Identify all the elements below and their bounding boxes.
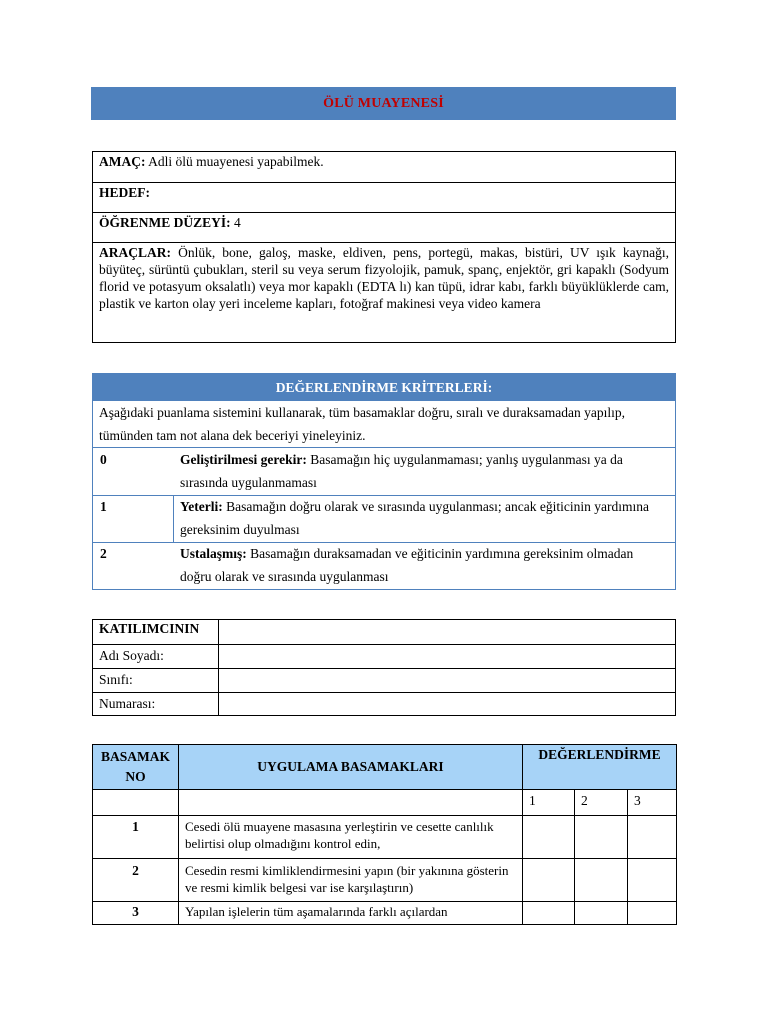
step-text: Cesedi ölü muayene masasına yerleştirin ve cesette canlılık belirtisi olup olmadığını kontrol edin, [179, 816, 523, 859]
araclar-label: ARAÇLAR: [99, 245, 171, 260]
number-label: Numarası: [99, 696, 156, 711]
level-text: Basamağın doğru olarak ve sırasında uygulanması; ancak eğiticinin yardımına gereksinim duyulması [180, 499, 649, 537]
participant-header: KATILIMCININ [99, 621, 200, 636]
score-cell[interactable] [628, 816, 677, 859]
araclar-text: Önlük, bone, galoş, maske, eldiven, pens, portegü, makas, bistüri, UV ışık kaynağı, büyüteç, sürüntü çubukları, steril su veya serum fizyolojik, pamuk, spanç, enjektör, gri kapaklı (Sodyum florid ve potasyum oksalatlı) veya mor kapaklı (EDTA lı) kan tüpü, idrar kabı, farklı büyüklüklerde cam, plastik ve karton olay yeri inceleme kapları, fotoğraf makinesi veya video kamera [99, 245, 669, 311]
step-no: 1 [93, 816, 179, 859]
score-cell[interactable] [628, 859, 677, 902]
step-no: 3 [93, 902, 179, 925]
info-box [92, 151, 676, 343]
duzey-value: 4 [230, 215, 241, 230]
participant-name-row [93, 644, 675, 668]
score-cell[interactable] [575, 816, 628, 859]
participant-header-value [218, 620, 675, 644]
level-score: 1 [100, 499, 107, 514]
class-label: Sınıfı: [99, 672, 133, 687]
step-text: Cesedin resmi kimliklendirmesini yapın (bir yakınına gösterin ve resmi kimlik belgesi var ise karşılaştırın) [179, 859, 523, 902]
steps-table-wrap [92, 744, 676, 926]
level-label: Geliştirilmesi gerekir: [180, 452, 307, 467]
araclar-row [93, 242, 675, 343]
col-steps: UYGULAMA BASAMAKLARI [179, 745, 523, 790]
score-col-2: 2 [575, 790, 628, 816]
criteria-level-1 [93, 495, 675, 543]
blank-cell [179, 790, 523, 816]
score-cell[interactable] [628, 902, 677, 925]
number-field[interactable] [218, 693, 675, 716]
criteria-level-0 [93, 448, 675, 495]
name-field[interactable] [218, 645, 675, 668]
step-text: Yapılan işlelerin tüm aşamalarında farklı açılardan [179, 902, 523, 925]
level-score: 2 [100, 546, 107, 561]
criteria-box [92, 373, 676, 590]
level-text: Basamağın duraksamadan ve eğiticinin yardımına gereksinim olmadan doğru olarak ve sırasında uygulanması [180, 546, 634, 584]
title-bar [91, 87, 676, 120]
score-col-1: 1 [523, 790, 575, 816]
table-row [93, 902, 677, 925]
level-text: Basamağın hiç uygulanmaması; yanlış uygulanması ya da sırasında uygulanmaması [180, 452, 623, 490]
score-cell[interactable] [575, 902, 628, 925]
amac-label: AMAÇ: [99, 154, 146, 169]
amac-row [93, 152, 675, 183]
score-header-row [93, 790, 677, 816]
score-cell[interactable] [523, 902, 575, 925]
level-label: Ustalaşmış: [180, 546, 247, 561]
level-label: Yeterli: [180, 499, 223, 514]
col-evaluation: DEĞERLENDİRME [523, 745, 677, 790]
score-cell[interactable] [523, 859, 575, 902]
table-row [93, 816, 677, 859]
name-label: Adı Soyadı: [99, 648, 164, 663]
duzey-label: ÖĞRENME DÜZEYİ: [99, 215, 231, 230]
table-header-row [93, 745, 677, 790]
score-cell[interactable] [523, 816, 575, 859]
class-field[interactable] [218, 669, 675, 692]
blank-cell [93, 790, 179, 816]
level-score: 0 [100, 452, 107, 467]
page-title: ÖLÜ MUAYENESİ [323, 95, 444, 111]
hedef-row [93, 182, 675, 212]
criteria-intro: Aşağıdaki puanlama sistemini kullanarak, tüm basamaklar doğru, sıralı ve duraksamadan yapılıp, tümünden tam not alana dek beceriyi yineleyiniz. [93, 401, 675, 448]
participant-number-row [93, 692, 675, 716]
score-cell[interactable] [575, 859, 628, 902]
criteria-level-2 [93, 542, 675, 590]
step-no: 2 [93, 859, 179, 902]
amac-text: Adli ölü muayenesi yapabilmek. [145, 154, 324, 169]
score-col-3: 3 [628, 790, 677, 816]
duzey-row [93, 212, 675, 242]
col-step-no: BASAMAK NO [93, 745, 179, 790]
table-row [93, 859, 677, 902]
steps-table [92, 744, 677, 925]
participant-class-row [93, 668, 675, 692]
participant-header-row [93, 620, 675, 644]
criteria-col-divider [173, 495, 174, 543]
hedef-label: HEDEF: [99, 185, 151, 200]
participant-box [92, 619, 676, 716]
criteria-heading: DEĞERLENDİRME KRİTERLERİ: [93, 374, 675, 401]
